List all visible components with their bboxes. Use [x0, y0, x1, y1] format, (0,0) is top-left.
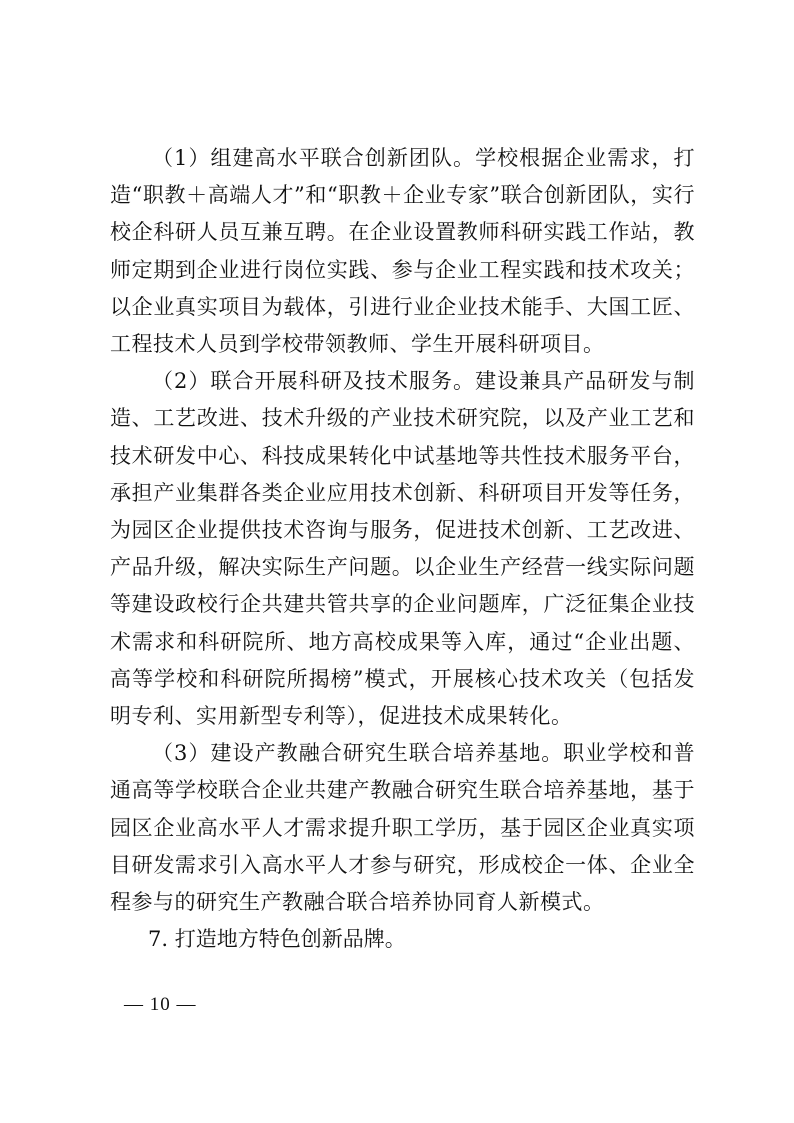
paragraph-research-services: （2）联合开展科研及技术服务。建设兼具产品研发与制造、工艺改进、技术升级的产业技术研究院，以及产业工艺和技术研发中心、科技成果转化中试基地等共性技术服务平台，承担产业集群各类企业应用技术创新、科研项目开发等任务，为园区企业提供技术咨询与服务，促进技术创新、工艺改进、产品升级，解决实际生产问题。以企业生产经营一线实际问题等建设政校行企共建共管共享的企业问题库，广泛征集企业技术需求和科研院所、地方高校成果等入库，通过“企业出题、高等学校和科研院所揭榜”模式，开展核心技术攻关（包括发明专利、实用新型专利等），促进技术成果转化。	[110, 369, 695, 729]
page-number: — 10 —	[124, 994, 197, 1015]
document-body	[110, 140, 695, 958]
section-heading: 7. 打造地方特色创新品牌。	[148, 927, 406, 952]
paragraph-innovation-team: （1）组建高水平联合创新团队。学校根据企业需求，打造“职教＋高端人才”和“职教＋企业专家”联合创新团队，实行校企科研人员互兼互聘。在企业设置教师科研实践工作站，教师定期到企业进行岗位实践、参与企业工程实践和技术攻关；以企业真实项目为载体，引进行业企业技术能手、大国工匠、工程技术人员到学校带领教师、学生开展科研项目。	[110, 146, 695, 357]
paragraph-graduate-base: （3）建设产教融合研究生联合培养基地。职业学校和普通高等学校联合企业共建产教融合研究生联合培养基地，基于园区企业高水平人才需求提升职工学历，基于园区企业真实项目研发需求引入高水平人才参与研究，形成校企一体、企业全程参与的研究生产教融合联合培养协同育人新模式。	[110, 741, 695, 915]
